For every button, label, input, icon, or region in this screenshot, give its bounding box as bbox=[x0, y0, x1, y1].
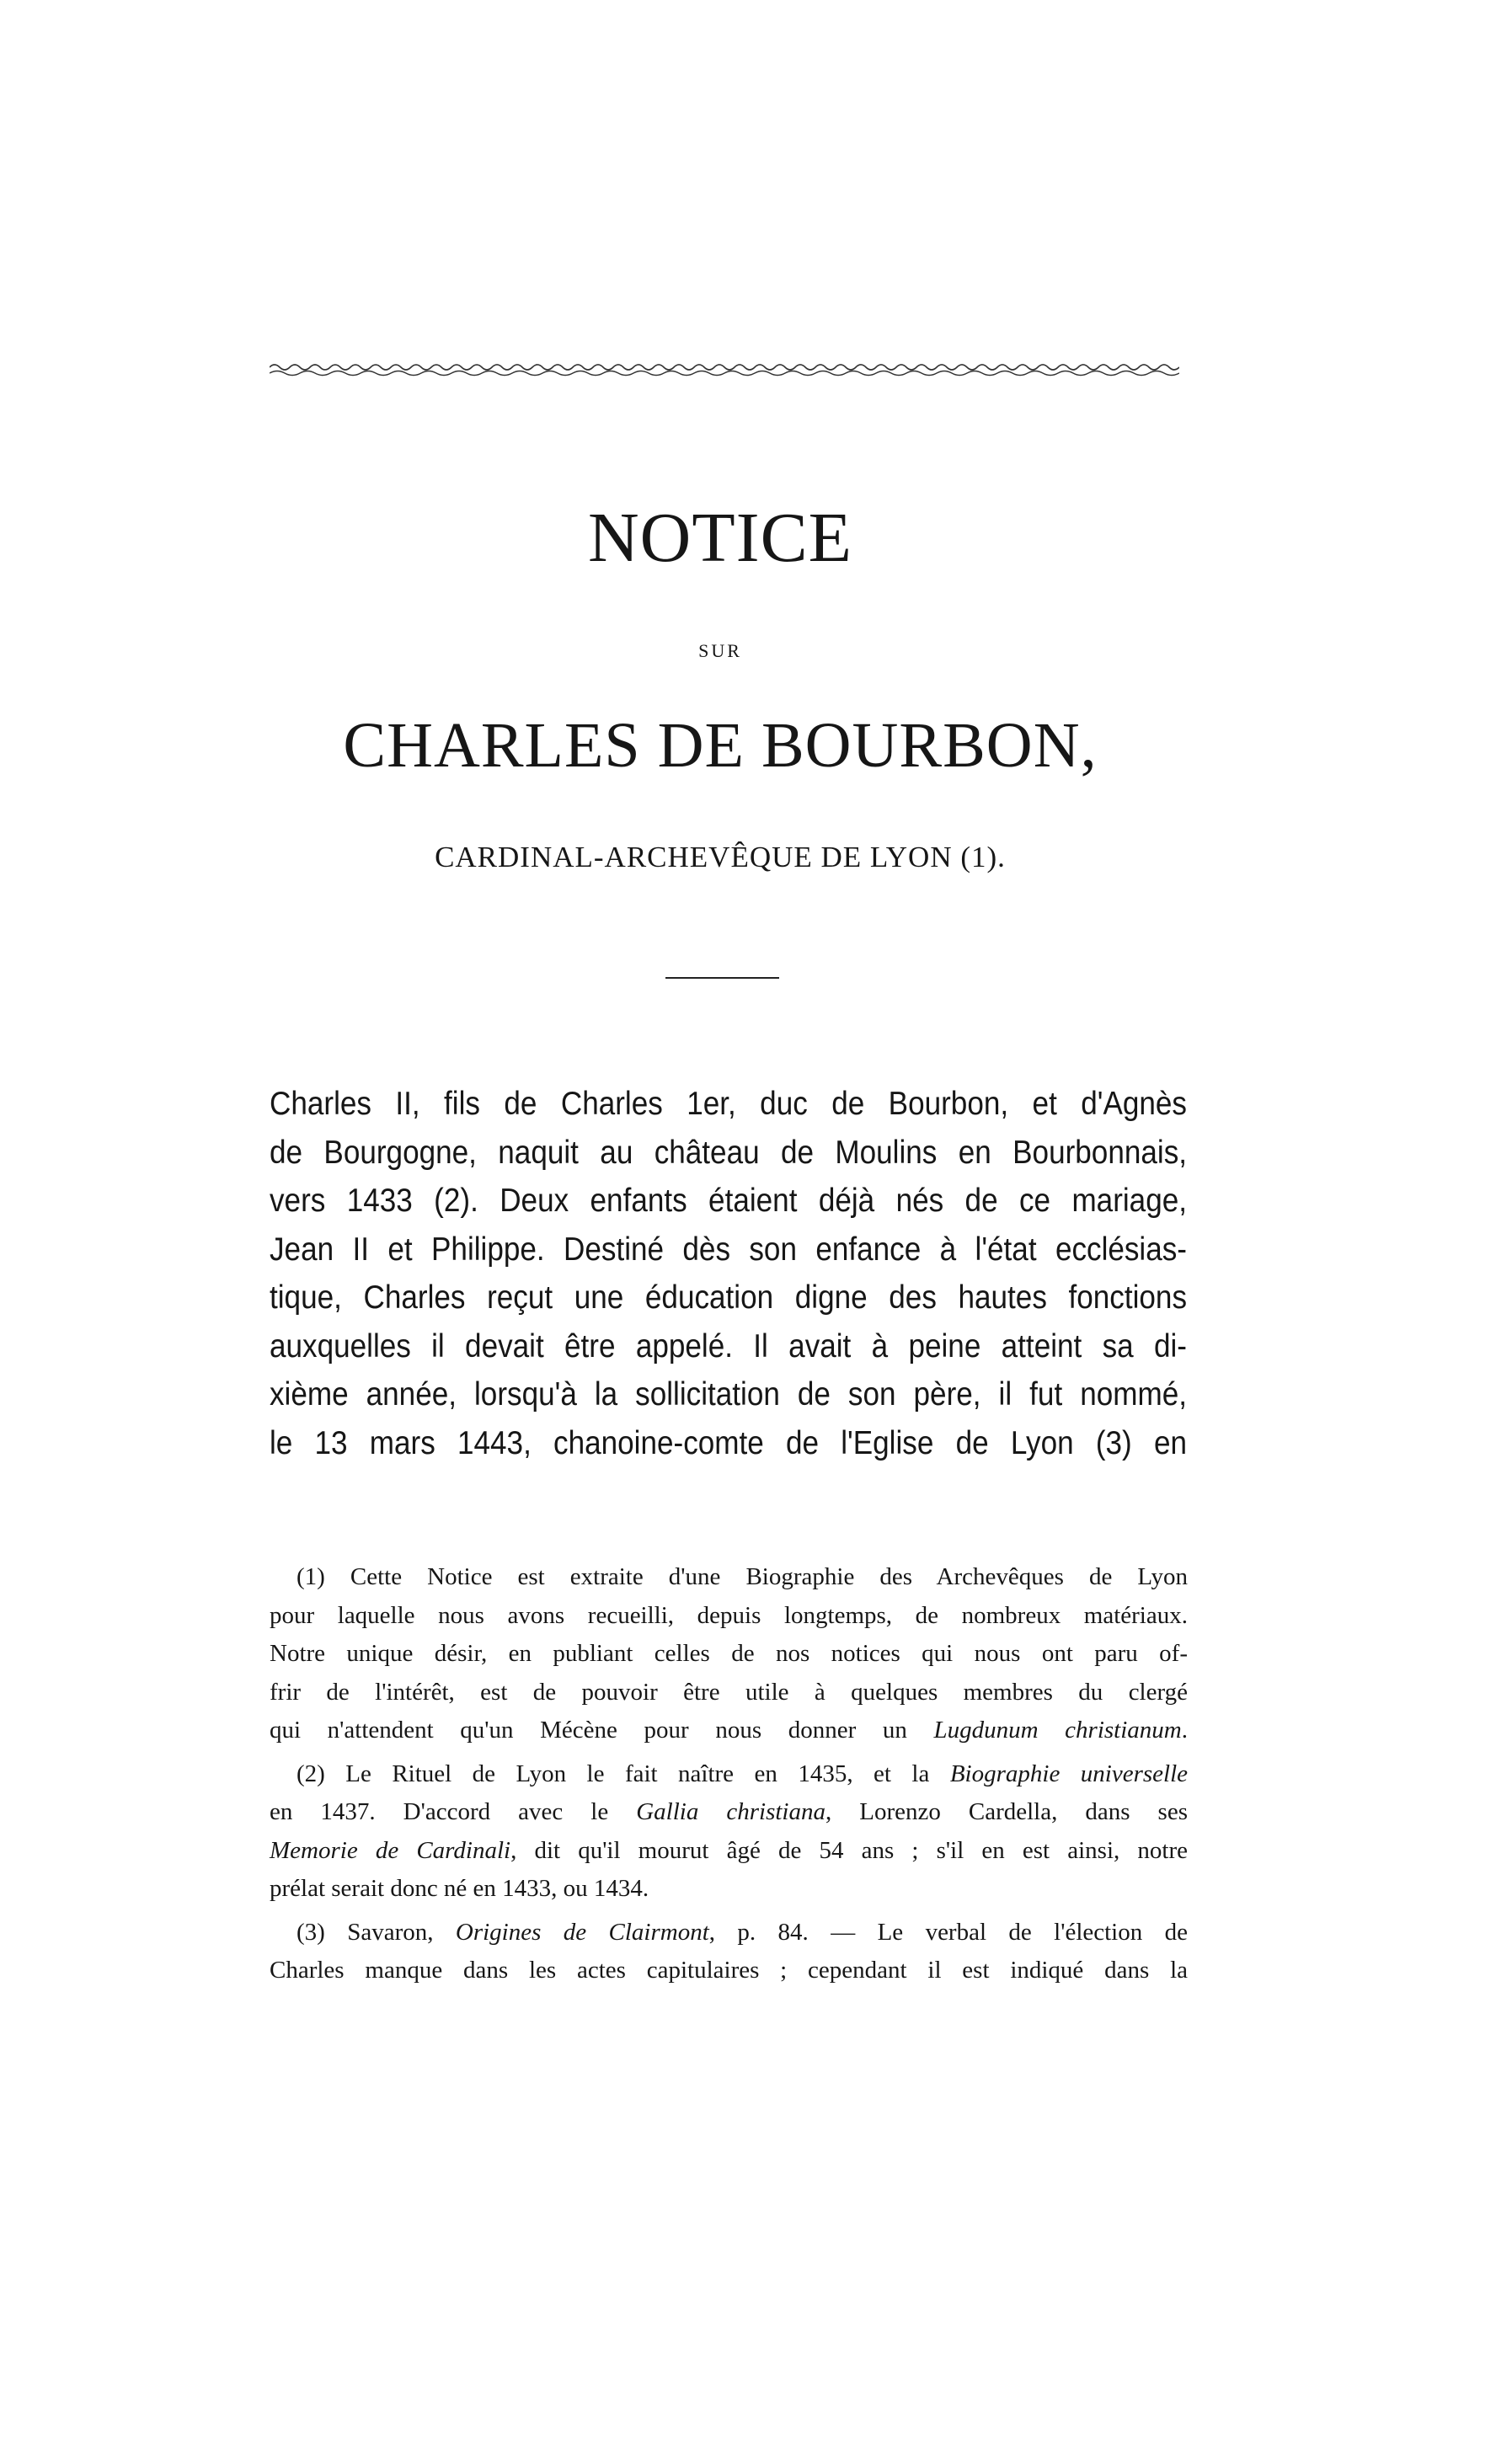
footnote-line bbox=[270, 1793, 1188, 1832]
footnote-italic: Gallia christiana bbox=[636, 1798, 825, 1825]
footnote-text: (2) Le Rituel de Lyon le fait naître en 1435, et la bbox=[297, 1760, 950, 1787]
footnote-text: , Lorenzo Cardella, dans ses bbox=[825, 1798, 1188, 1825]
footnote-line: (1) Cette Notice est extraite d'une Biographie des Archevêques de Lyon bbox=[297, 1563, 1188, 1590]
subject-subtitle: CARDINAL-ARCHEVÊQUE DE LYON (1). bbox=[435, 841, 1006, 873]
body-line: tique, Charles reçut une éducation digne des hautes fonctions bbox=[270, 1279, 1187, 1316]
section-divider bbox=[665, 977, 779, 979]
footnote-line bbox=[270, 1755, 1188, 1794]
footnote-1 bbox=[270, 1558, 1188, 1750]
footnote-line: prélat serait donc né en 1433, ou 1434. bbox=[270, 1875, 649, 1902]
footnote-line: Charles manque dans les actes capitulaires ; cependant il est indiqué dans la bbox=[270, 1957, 1188, 1984]
footnote-text: , dit qu'il mourut âgé de 54 ans ; s'il en est ainsi, notre bbox=[510, 1836, 1188, 1864]
body-line: Jean II et Philippe. Destiné dès son enfance à l'état ecclésias- bbox=[270, 1231, 1187, 1268]
footnote-text: (3) Savaron, bbox=[297, 1918, 456, 1946]
body-paragraph bbox=[270, 1080, 1187, 1467]
footnote-italic: Lugdunum christianum bbox=[933, 1717, 1182, 1744]
footnote-line: Notre unique désir, en publiant celles de nos notices qui nous ont paru of- bbox=[270, 1640, 1188, 1667]
body-line: vers 1433 (2). Deux enfants étaient déjà nés de ce mariage, bbox=[270, 1183, 1187, 1219]
body-line: de Bourgogne, naquit au château de Moulins en Bourbonnais, bbox=[270, 1134, 1187, 1171]
body-line: auxquelles il devait être appelé. Il avait à peine atteint sa di- bbox=[270, 1327, 1187, 1365]
footnote-italic: Memorie de Cardinali bbox=[270, 1836, 511, 1864]
footnote-text: . bbox=[1181, 1717, 1188, 1744]
footnote-line bbox=[270, 1914, 1188, 1952]
subject-name: CHARLES DE BOURBON, bbox=[343, 710, 1098, 781]
footnote-text: en 1437. D'accord avec le bbox=[270, 1798, 637, 1825]
page-title: NOTICE bbox=[588, 499, 852, 577]
footnote-text: qui n'attendent qu'un Mécène pour nous donner un bbox=[270, 1717, 934, 1744]
body-line: xième année, lorsqu'à la sollicitation de son père, il fut nommé, bbox=[270, 1376, 1187, 1413]
body-line: Charles II, fils de Charles 1er, duc de Bourbon, et d'Agnès bbox=[270, 1086, 1187, 1122]
footnote-italic: Origines de Clairmont bbox=[455, 1918, 709, 1946]
footnote-2 bbox=[270, 1755, 1188, 1909]
footnote-line bbox=[270, 1832, 1188, 1871]
footnote-line: frir de l'intérêt, est de pouvoir être utile à quelques membres du clergé bbox=[270, 1678, 1188, 1706]
footnote-3 bbox=[270, 1914, 1188, 1990]
title-connector: SUR bbox=[698, 640, 742, 661]
footnote-line bbox=[270, 1712, 1188, 1750]
footnotes bbox=[270, 1558, 1188, 1995]
footnote-text: , p. 84. — Le verbal de l'élection de bbox=[708, 1918, 1189, 1946]
ornamental-rule bbox=[270, 360, 1179, 379]
footnote-italic: Biographie universelle bbox=[949, 1760, 1188, 1787]
footnote-line: pour laquelle nous avons recueilli, depuis longtemps, de nombreux matériaux. bbox=[270, 1601, 1188, 1629]
body-line: le 13 mars 1443, chanoine-comte de l'Eglise de Lyon (3) en bbox=[270, 1424, 1187, 1461]
